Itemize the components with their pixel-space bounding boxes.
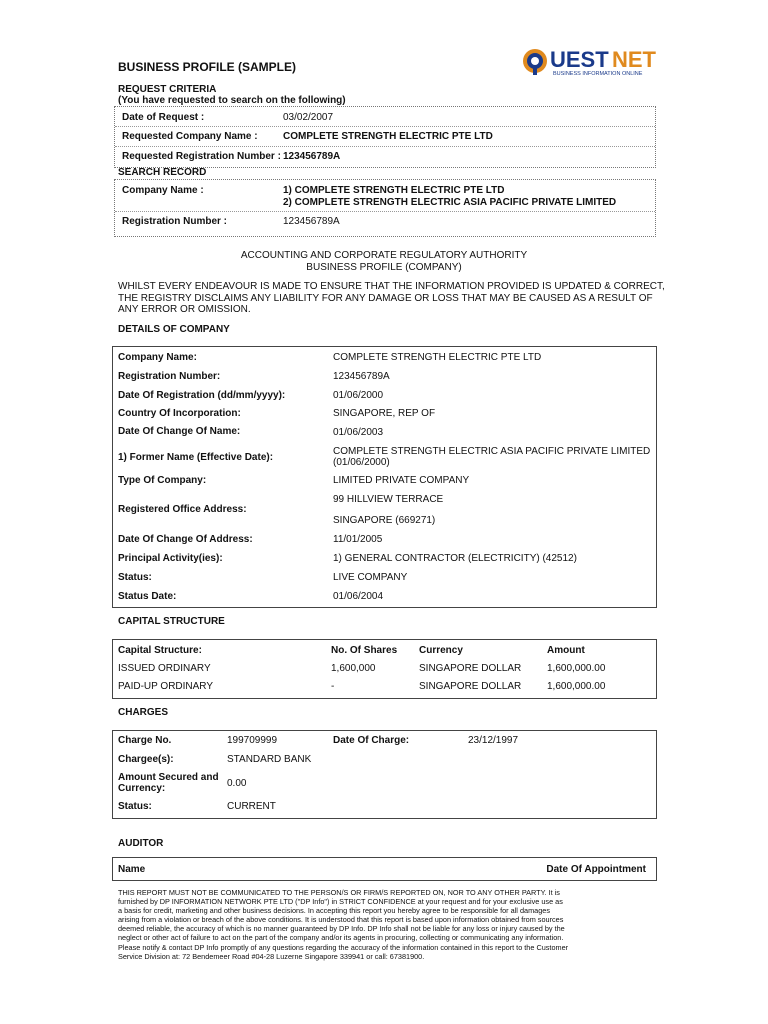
auditor-table <box>112 857 657 881</box>
request-date-label: Date of Request : <box>122 112 205 123</box>
details-address-change-label: Date Of Change Of Address: <box>118 534 253 545</box>
details-name-change-value: 01/06/2003 <box>333 427 384 438</box>
search-record-box <box>114 179 656 237</box>
amount-secured-label-1: Amount Secured and <box>118 772 219 783</box>
footer-line: Service Division at: 72 Bendemeer Road #04-28 Luzerne Singapore 339941 or call: 67381900. <box>118 951 425 961</box>
details-former-name-value-2: (01/06/2000) <box>333 457 390 468</box>
charges-table <box>112 730 657 819</box>
footer-line: Please notify & contact DP Info promptly of any questions regarding the accuracy of the information contained in this report to the Customer <box>118 942 569 952</box>
details-type-label: Type Of Company: <box>118 475 207 486</box>
footer-line: a basis for credit, marketing and other business decisions. In accepting this report you hereby agree to be responsible for all damages <box>118 906 550 916</box>
details-table <box>112 346 657 608</box>
request-regno-label: Requested Registration Number : <box>122 151 281 162</box>
charge-no-label: Charge No. <box>118 735 172 746</box>
disclaimer-line-3: ANY ERROR OR OMISSION. <box>118 304 251 315</box>
capital-col-amount: Amount <box>547 645 585 656</box>
details-company-name-value: COMPLETE STRENGTH ELECTRIC PTE LTD <box>333 352 542 363</box>
charge-date-value: 23/12/1997 <box>468 735 519 746</box>
footer-line: furnished by DP INFORMATION NETWORK PTE LTD ("DP Info") in STRICT CONFIDENCE at your request and for your exclusive use as <box>118 897 563 907</box>
details-country-value: SINGAPORE, REP OF <box>333 408 436 419</box>
search-regno-label: Registration Number : <box>122 216 228 227</box>
details-reg-date-value: 01/06/2000 <box>333 390 384 401</box>
details-type-value: LIMITED PRIVATE COMPANY <box>333 475 470 486</box>
auditor-col-date: Date Of Appointment <box>546 864 646 875</box>
request-heading: REQUEST CRITERIA <box>118 84 217 95</box>
request-regno-value: 123456789A <box>283 151 341 162</box>
details-status-label: Status: <box>118 572 152 583</box>
page-title: BUSINESS PROFILE (SAMPLE) <box>118 60 297 74</box>
request-company-label: Requested Company Name : <box>122 131 258 142</box>
auditor-col-name: Name <box>118 864 146 875</box>
footer-notice <box>118 888 658 961</box>
capital-cell: 1,600,000.00 <box>547 663 606 674</box>
details-address-label: Registered Office Address: <box>118 504 247 515</box>
footer-line: THIS REPORT MUST NOT BE COMMUNICATED TO THE PERSON/S OR FIRM/S REPORTED ON, NOR TO ANY OTHER PARTY. It is <box>118 888 560 897</box>
chargee-label: Chargee(s): <box>118 754 174 765</box>
charge-no-value: 199709999 <box>227 735 278 746</box>
capital-cell: PAID-UP ORDINARY <box>118 681 214 692</box>
logo-text-net: NET <box>612 47 656 72</box>
search-heading: SEARCH RECORD <box>118 167 207 178</box>
search-regno-value: 123456789A <box>283 216 340 227</box>
details-status-value: LIVE COMPANY <box>333 572 408 583</box>
capital-cell: SINGAPORE DOLLAR <box>419 663 522 674</box>
amount-secured-value: 0.00 <box>227 778 247 789</box>
disclaimer <box>118 281 665 316</box>
details-address-change-value: 11/01/2005 <box>333 534 383 545</box>
details-former-name-label: 1) Former Name (Effective Date): <box>118 452 274 463</box>
search-company-1: 1) COMPLETE STRENGTH ELECTRIC PTE LTD <box>283 185 505 196</box>
search-company-label: Company Name : <box>122 185 204 196</box>
charge-status-label: Status: <box>118 801 152 812</box>
charge-status-value: CURRENT <box>227 801 276 812</box>
capital-heading: CAPITAL STRUCTURE <box>118 616 225 627</box>
details-reg-date-label: Date Of Registration (dd/mm/yyyy): <box>118 390 286 401</box>
authority-line-1: ACCOUNTING AND CORPORATE REGULATORY AUTHORITY <box>240 250 528 261</box>
details-regno-value: 123456789A <box>333 371 390 382</box>
details-former-name-value-1: COMPLETE STRENGTH ELECTRIC ASIA PACIFIC PRIVATE LIMITED <box>333 446 651 457</box>
logo-text-uest: UEST <box>550 47 609 72</box>
amount-secured-label-2: Currency: <box>118 783 166 794</box>
logo-tagline: BUSINESS INFORMATION ONLINE <box>553 71 643 77</box>
details-name-change-label: Date Of Change Of Name: <box>118 426 241 437</box>
disclaimer-line-2: THE REGISTRY DISCLAIMS ANY LIABILITY FOR ANY DAMAGE OR LOSS THAT MAY BE CAUSED AS A RESULT OF <box>118 292 653 304</box>
capital-col-currency: Currency <box>419 645 463 656</box>
search-company-2: 2) COMPLETE STRENGTH ELECTRIC ASIA PACIFIC PRIVATE LIMITED <box>283 197 617 208</box>
capital-cell: ISSUED ORDINARY <box>118 663 211 674</box>
footer-line: deemed reliable, the accuracy of which is no manner guaranteed by DP Info. DP Info shall not be liable for any loss or injury caused by the <box>118 924 565 934</box>
details-regno-label: Registration Number: <box>118 371 221 382</box>
questnet-logo <box>520 44 660 84</box>
charge-date-label: Date Of Charge: <box>333 735 410 746</box>
details-status-date-value: 01/06/2004 <box>333 591 384 602</box>
details-address-line-1: 99 HILLVIEW TERRACE <box>333 494 444 505</box>
details-activity-label: Principal Activity(ies): <box>118 553 223 564</box>
capital-col-structure: Capital Structure: <box>118 645 202 656</box>
footer-line: neglect or other act of failure to act on the part of the company and/or its agents in procuring, collecting or communicating any information. <box>118 933 564 943</box>
capital-cell: 1,600,000.00 <box>547 681 606 692</box>
details-activity-value: 1) GENERAL CONTRACTOR (ELECTRICITY) (42512) <box>333 553 577 564</box>
disclaimer-line-1: WHILST EVERY ENDEAVOUR IS MADE TO ENSURE THAT THE INFORMATION PROVIDED IS UPDATED & CORRECT, <box>118 281 665 292</box>
capital-table <box>112 639 657 699</box>
request-criteria-box <box>114 106 656 168</box>
request-date-value: 03/02/2007 <box>283 112 334 123</box>
capital-col-shares: No. Of Shares <box>331 645 398 656</box>
footer-line: arising from a violation or breach of the above conditions. It is understood that this report is based upon information obtained from sources <box>118 915 564 925</box>
details-heading: DETAILS OF COMPANY <box>118 324 230 335</box>
capital-cell: 1,600,000 <box>331 663 376 674</box>
request-subheading: (You have requested to search on the following) <box>118 95 346 106</box>
details-country-label: Country Of Incorporation: <box>118 408 241 419</box>
charges-heading: CHARGES <box>118 707 169 718</box>
details-company-name-label: Company Name: <box>118 352 197 363</box>
details-address-line-2: SINGAPORE (669271) <box>333 515 436 526</box>
capital-cell: - <box>331 681 335 692</box>
request-company-value: COMPLETE STRENGTH ELECTRIC PTE LTD <box>283 131 493 142</box>
capital-cell: SINGAPORE DOLLAR <box>419 681 522 692</box>
authority-line-2: BUSINESS PROFILE (COMPANY) <box>306 262 462 273</box>
details-status-date-label: Status Date: <box>118 591 177 602</box>
chargee-value: STANDARD BANK <box>227 754 312 765</box>
auditor-heading: AUDITOR <box>118 838 164 849</box>
